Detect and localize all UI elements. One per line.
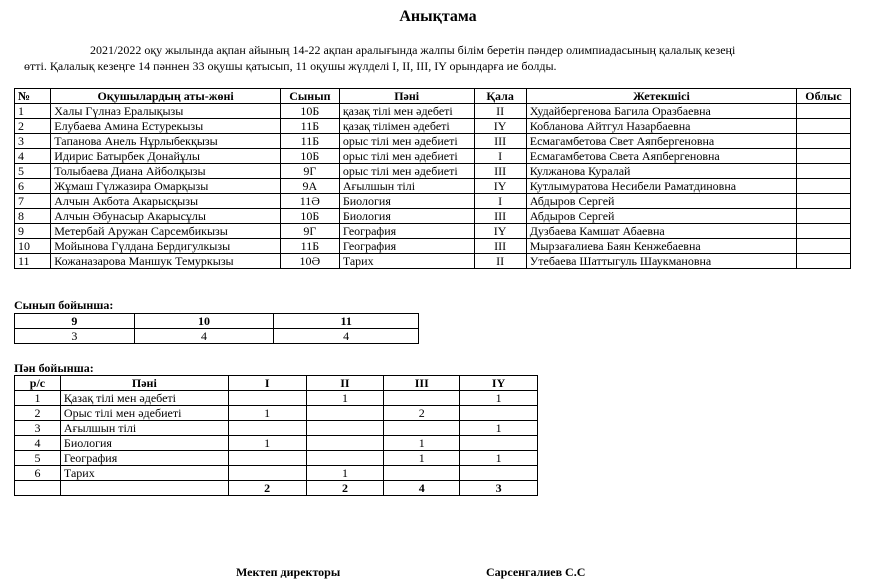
city-place-cell: III <box>474 164 526 179</box>
place-4-cell: 1 <box>460 391 538 406</box>
table-row <box>15 466 538 481</box>
results-table <box>14 88 851 269</box>
row-number-cell: 8 <box>15 209 51 224</box>
header-number: № <box>15 89 51 104</box>
region-cell <box>797 209 851 224</box>
class-9-count: 3 <box>15 329 135 344</box>
class-cell: 11Ә <box>280 194 339 209</box>
class-cell: 11Б <box>280 239 339 254</box>
region-cell <box>797 134 851 149</box>
class-9-header: 9 <box>15 314 135 329</box>
supervisor-cell: Абдыров Сергей <box>526 209 796 224</box>
table-row <box>15 119 851 134</box>
class-cell: 10Ә <box>280 254 339 269</box>
student-name-cell: Алчын Акбота Акарысқызы <box>51 194 281 209</box>
class-cell: 9Г <box>280 224 339 239</box>
subject-header-num: р/с <box>15 376 61 391</box>
place-3-cell <box>384 391 460 406</box>
supervisor-cell: Есмагамбетова Света Аяпбергеновна <box>526 149 796 164</box>
by-class-table <box>14 313 419 344</box>
table-row <box>15 209 851 224</box>
class-cell: 10Б <box>280 104 339 119</box>
city-place-cell: III <box>474 134 526 149</box>
supervisor-cell: Абдыров Сергей <box>526 194 796 209</box>
city-place-cell: IY <box>474 179 526 194</box>
subject-cell: орыс тілі мен әдебиеті <box>339 164 474 179</box>
subject-cell: Ағылшын тілі <box>339 179 474 194</box>
city-place-cell: III <box>474 239 526 254</box>
table-row <box>15 149 851 164</box>
table-row <box>15 104 851 119</box>
place-2-cell: 1 <box>306 391 384 406</box>
subject-name-cell: Биология <box>60 436 228 451</box>
subject-num-cell: 1 <box>15 391 61 406</box>
class-11-count: 4 <box>274 329 419 344</box>
row-number-cell: 10 <box>15 239 51 254</box>
row-number-cell: 7 <box>15 194 51 209</box>
subject-cell: География <box>339 239 474 254</box>
header-region: Облыс <box>797 89 851 104</box>
subject-header-place-1: I <box>228 376 306 391</box>
by-subject-totals-row <box>15 481 538 496</box>
subject-name-cell: География <box>60 451 228 466</box>
place-2-cell: 1 <box>306 466 384 481</box>
subject-num-cell: 4 <box>15 436 61 451</box>
student-name-cell: Тапанова Анель Нұрлыбекқызы <box>51 134 281 149</box>
city-place-cell: I <box>474 194 526 209</box>
by-class-header-row <box>15 314 419 329</box>
subject-cell: География <box>339 224 474 239</box>
header-city-place: Қала <box>474 89 526 104</box>
place-4-cell <box>460 466 538 481</box>
class-cell: 9Г <box>280 164 339 179</box>
subject-cell: Биология <box>339 209 474 224</box>
row-number-cell: 3 <box>15 134 51 149</box>
subject-cell: орыс тілі мен әдебиеті <box>339 149 474 164</box>
class-10-count: 4 <box>134 329 274 344</box>
region-cell <box>797 194 851 209</box>
place-1-cell: 1 <box>228 436 306 451</box>
header-student-name: Оқушылардың аты-жөні <box>51 89 281 104</box>
class-cell: 9А <box>280 179 339 194</box>
place-1-cell <box>228 421 306 436</box>
student-name-cell: Жұмаш Гүлжазира Омарқызы <box>51 179 281 194</box>
place-3-cell: 1 <box>384 451 460 466</box>
subject-num-cell: 3 <box>15 421 61 436</box>
table-row <box>15 254 851 269</box>
student-name-cell: Елубаева Амина Естурекызы <box>51 119 281 134</box>
subject-name-cell: Ағылшын тілі <box>60 421 228 436</box>
place-4-cell <box>460 436 538 451</box>
region-cell <box>797 224 851 239</box>
place-1-cell <box>228 466 306 481</box>
table-row <box>15 224 851 239</box>
supervisor-cell: Кобланова Айтгул Назарбаевна <box>526 119 796 134</box>
student-name-cell: Халы Гүлназ Ералықызы <box>51 104 281 119</box>
region-cell <box>797 164 851 179</box>
supervisor-cell: Кулжанова Куралай <box>526 164 796 179</box>
results-header-row <box>15 89 851 104</box>
subject-cell: орыс тілі мен әдебиеті <box>339 134 474 149</box>
class-cell: 11Б <box>280 119 339 134</box>
subject-name-cell: Қазақ тілі мен әдебеті <box>60 391 228 406</box>
class-10-header: 10 <box>134 314 274 329</box>
city-place-cell: I <box>474 149 526 164</box>
place-2-cell <box>306 436 384 451</box>
row-number-cell: 11 <box>15 254 51 269</box>
table-row <box>15 436 538 451</box>
class-cell: 11Б <box>280 134 339 149</box>
table-row <box>15 179 851 194</box>
student-name-cell: Кожаназарова Маншук Темуркызы <box>51 254 281 269</box>
row-number-cell: 5 <box>15 164 51 179</box>
supervisor-cell: Есмагамбетова Свет Аяпбергеновна <box>526 134 796 149</box>
student-name-cell: Идирис Батырбек Донайұлы <box>51 149 281 164</box>
by-class-value-row <box>15 329 419 344</box>
subject-header-place-2: II <box>306 376 384 391</box>
place-4-cell: 1 <box>460 451 538 466</box>
student-name-cell: Мойынова Гүлдана Бердигулкызы <box>51 239 281 254</box>
by-class-label: Сынып бойынша: <box>14 298 114 312</box>
place-4-cell <box>460 406 538 421</box>
by-subject-header-row <box>15 376 538 391</box>
place-3-cell: 1 <box>384 436 460 451</box>
class-cell: 10Б <box>280 149 339 164</box>
place-1-cell <box>228 391 306 406</box>
city-place-cell: II <box>474 104 526 119</box>
row-number-cell: 1 <box>15 104 51 119</box>
row-number-cell: 2 <box>15 119 51 134</box>
signature-name: Сарсенгалиев С.С <box>486 565 586 579</box>
by-subject-table <box>14 375 538 496</box>
place-4-cell: 1 <box>460 421 538 436</box>
place-1-cell: 1 <box>228 406 306 421</box>
supervisor-cell: Утебаева Шаттыгуль Шаукмановна <box>526 254 796 269</box>
place-3-cell <box>384 466 460 481</box>
subject-cell: Тарих <box>339 254 474 269</box>
student-name-cell: Метербай Аружан Сарсембикызы <box>51 224 281 239</box>
place-2-cell <box>306 421 384 436</box>
totals-place-3: 4 <box>384 481 460 496</box>
row-number-cell: 6 <box>15 179 51 194</box>
intro-line-2: өтті. Қалалық кезеңге 14 пәннен 33 оқушы қатысып, 11 оқушы жүлделі I, II, III, IY орындарға ие болды. <box>24 59 557 73</box>
student-name-cell: Алчын Әбунасыр Акарысұлы <box>51 209 281 224</box>
subject-num-cell: 2 <box>15 406 61 421</box>
supervisor-cell: Худайбергенова Багила Оразбаевна <box>526 104 796 119</box>
signature-role: Мектеп директоры <box>236 565 341 579</box>
subject-header-place-4: IY <box>460 376 538 391</box>
row-number-cell: 9 <box>15 224 51 239</box>
supervisor-cell: Мырзағалиева Баян Кенжебаевна <box>526 239 796 254</box>
header-supervisor: Жетекшісі <box>526 89 796 104</box>
table-row <box>15 239 851 254</box>
totals-cell <box>60 481 228 496</box>
totals-place-2: 2 <box>306 481 384 496</box>
document-title: Анықтама <box>399 8 477 25</box>
totals-place-4: 3 <box>460 481 538 496</box>
subject-cell: қазақ тілі мен әдебеті <box>339 104 474 119</box>
table-row <box>15 391 538 406</box>
student-name-cell: Толыбаева Диана Айболқызы <box>51 164 281 179</box>
totals-cell <box>15 481 61 496</box>
city-place-cell: IY <box>474 119 526 134</box>
row-number-cell: 4 <box>15 149 51 164</box>
place-2-cell <box>306 451 384 466</box>
place-2-cell <box>306 406 384 421</box>
subject-cell: қазақ тілімен әдебеті <box>339 119 474 134</box>
supervisor-cell: Дузбаева Камшат Абаевна <box>526 224 796 239</box>
table-row <box>15 451 538 466</box>
by-subject-label: Пән бойынша: <box>14 361 94 375</box>
subject-header-place-3: III <box>384 376 460 391</box>
header-subject: Пәні <box>339 89 474 104</box>
subject-name-cell: Тарих <box>60 466 228 481</box>
place-3-cell <box>384 421 460 436</box>
subject-cell: Биология <box>339 194 474 209</box>
table-row <box>15 421 538 436</box>
region-cell <box>797 239 851 254</box>
table-row <box>15 164 851 179</box>
subject-name-cell: Орыс тілі мен әдебиеті <box>60 406 228 421</box>
region-cell <box>797 179 851 194</box>
place-1-cell <box>228 451 306 466</box>
table-row <box>15 134 851 149</box>
supervisor-cell: Кутлымуратова Несибели Раматдиновна <box>526 179 796 194</box>
city-place-cell: III <box>474 209 526 224</box>
class-11-header: 11 <box>274 314 419 329</box>
class-cell: 10Б <box>280 209 339 224</box>
header-class: Сынып <box>280 89 339 104</box>
table-row <box>15 194 851 209</box>
intro-line-1: 2021/2022 оқу жылында ақпан айының 14-22 ақпан аралығында жалпы білім беретін пәндер олимпиадасының қалалық кезеңі <box>90 43 736 57</box>
region-cell <box>797 104 851 119</box>
subject-num-cell: 6 <box>15 466 61 481</box>
region-cell <box>797 119 851 134</box>
city-place-cell: IY <box>474 224 526 239</box>
city-place-cell: II <box>474 254 526 269</box>
place-3-cell: 2 <box>384 406 460 421</box>
intro-paragraph <box>24 42 844 74</box>
subject-num-cell: 5 <box>15 451 61 466</box>
totals-place-1: 2 <box>228 481 306 496</box>
subject-header-name: Пәні <box>60 376 228 391</box>
region-cell <box>797 149 851 164</box>
table-row <box>15 406 538 421</box>
region-cell <box>797 254 851 269</box>
